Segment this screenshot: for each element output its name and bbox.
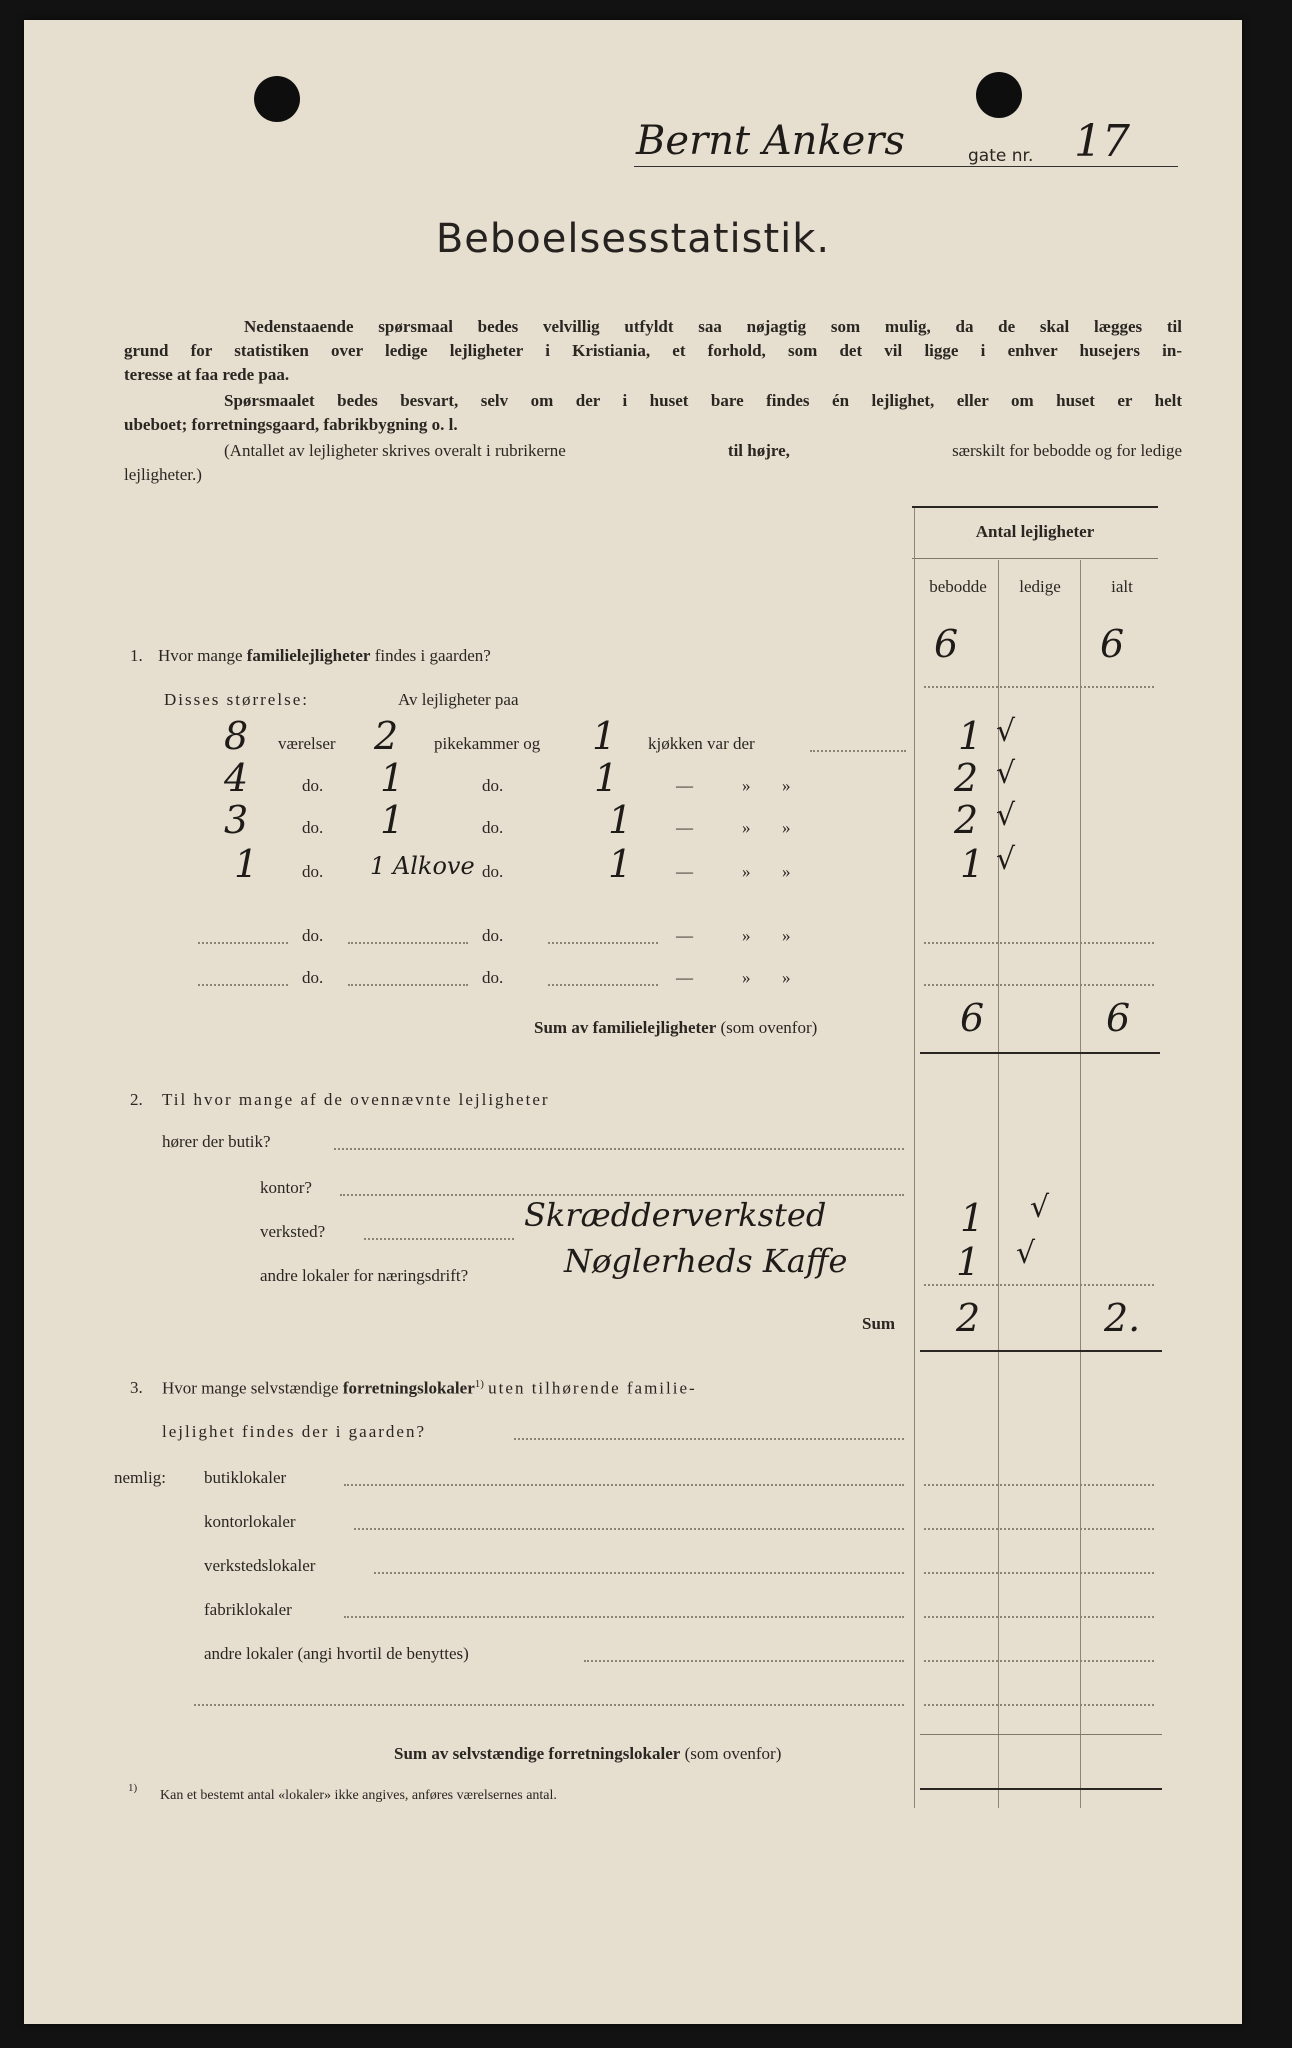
q3-answer-dots-2 <box>924 1528 1154 1530</box>
q1-sum-ialt: 6 <box>1106 996 1131 1040</box>
q3-answer-dots-4 <box>924 1616 1154 1618</box>
intro-line-6a: (Antallet av lejligheter skrives overalt i rubrikerne <box>224 441 566 460</box>
row4-tick: √ <box>996 842 1016 877</box>
street-name-handwritten: Bernt Ankers <box>636 118 905 164</box>
row6-dash: — <box>676 968 693 987</box>
q3-item-butik-dots <box>344 1484 904 1486</box>
q3-question <box>162 1378 697 1399</box>
row5-dots-c <box>548 942 658 944</box>
row2-quote-1: » <box>742 776 751 795</box>
col-ledige: ledige <box>1019 577 1061 596</box>
q3-item-verksted-dots <box>374 1572 904 1574</box>
q3-item-andre-dots <box>584 1660 904 1662</box>
q3-answer-dots-3 <box>924 1572 1154 1574</box>
q2-kontor: kontor? <box>260 1178 312 1197</box>
q2-andre-tick: √ <box>1016 1236 1036 1271</box>
q1-sum-label-b: (som ovenfor) <box>720 1018 818 1037</box>
q1-number: 1. <box>130 646 143 665</box>
row5-do-1: do. <box>302 926 324 945</box>
q1-bebodde-value: 6 <box>934 622 959 666</box>
size-label: Disses størrelse: <box>164 690 309 709</box>
q3-line-2: lejlighet findes der i gaarden? <box>162 1422 427 1441</box>
q2-number: 2. <box>130 1090 143 1109</box>
row5-dots-b <box>348 942 468 944</box>
row4-rooms: 1 <box>234 842 259 886</box>
row5-quote-1: » <box>742 926 751 945</box>
col-line-1 <box>914 508 915 1808</box>
q2-verksted: verksted? <box>260 1222 326 1241</box>
q1-text-c: findes i gaarden? <box>374 646 491 665</box>
q1-sum-rule <box>920 1052 1160 1054</box>
row1-count: 1 <box>958 714 983 758</box>
q3-sum-label-b: (som ovenfor) <box>684 1744 782 1763</box>
row4-do-1: do. <box>302 862 324 881</box>
q1-sum-label <box>534 1018 817 1038</box>
q2-butik: hører der butik? <box>162 1132 271 1151</box>
q3-nemlig: nemlig: <box>114 1468 166 1487</box>
q3-item-andre: andre lokaler (angi hvortil de benyttes) <box>204 1644 469 1663</box>
intro-line-2: grund for statistiken over ledige lejligheter i Kristiania, et forhold, som det vil ligge i enhver husejers in- <box>124 341 1182 360</box>
row2-do-1: do. <box>302 776 324 795</box>
row1-kjokken: kjøkken var der <box>648 734 755 753</box>
row1-maid: 2 <box>374 714 399 758</box>
q3-item-kontor: kontorlokaler <box>204 1512 296 1531</box>
page-title: Beboelsesstatistik. <box>435 216 831 262</box>
size-label-2: Av lejligheter paa <box>398 690 519 709</box>
row3-maid: 1 <box>380 798 405 842</box>
gate-label: gate nr. <box>968 146 1034 166</box>
row5-do-2: do. <box>482 926 504 945</box>
row1-kitchen: 1 <box>592 714 617 758</box>
q3-text-c: uten tilhørende familie- <box>488 1378 697 1398</box>
q2-sum-rule <box>920 1350 1162 1352</box>
row1-tick: √ <box>996 714 1016 749</box>
q1-text-a: Hvor mange <box>158 646 243 665</box>
intro-line-6b: til højre, <box>727 441 790 460</box>
row2-tick: √ <box>996 756 1016 791</box>
q2-line-1: Til hvor mange af de ovennævnte lejligheter <box>162 1090 550 1109</box>
q3-answer-dots-5 <box>924 1660 1154 1662</box>
row6-dots-b <box>348 984 468 986</box>
q3-item-kontor-dots <box>354 1528 904 1530</box>
q2-verksted-dots <box>364 1238 514 1240</box>
q3-text-b: forretningslokaler <box>342 1378 475 1398</box>
row3-quote-1: » <box>742 818 751 837</box>
header-sub-rule <box>912 558 1158 559</box>
row6-dots-a <box>198 984 288 986</box>
q3-sum-label-a: Sum av selvstændige forretningslokaler <box>394 1744 681 1763</box>
row2-rooms: 4 <box>224 756 249 800</box>
q1-text-b: familielejligheter <box>246 646 371 665</box>
footnote-text: Kan et bestemt antal «lokaler» ikke angives, anføres værelsernes antal. <box>160 1788 557 1803</box>
row6-do-1: do. <box>302 968 324 987</box>
intro-line-6c: særskilt for bebodde og for ledige <box>952 441 1182 460</box>
q2-andre: andre lokaler for næringsdrift? <box>260 1266 469 1285</box>
row3-kitchen: 1 <box>608 798 633 842</box>
row4-dash: — <box>676 862 693 881</box>
q3-footnote-ref: 1) <box>474 1378 484 1390</box>
col-ialt: ialt <box>1111 577 1133 596</box>
q2-sum-ialt: 2. <box>1104 1296 1141 1340</box>
row3-tick: √ <box>996 798 1016 833</box>
row2-dash: — <box>676 776 693 795</box>
q2-andre-count: 1 <box>956 1240 981 1284</box>
q2-sum-bebodde: 2 <box>956 1296 981 1340</box>
col-bebodde: bebodde <box>929 577 987 596</box>
q3-answer-dots-6 <box>924 1704 1154 1706</box>
q3-sum-top-rule <box>920 1734 1162 1735</box>
row1-rooms: 8 <box>224 714 249 758</box>
row3-do-1: do. <box>302 818 324 837</box>
row2-quote-2: » <box>782 776 791 795</box>
q2-verksted-tick: √ <box>1030 1190 1050 1225</box>
row6-do-2: do. <box>482 968 504 987</box>
row2-do-2: do. <box>482 776 504 795</box>
punch-hole-right <box>976 72 1022 118</box>
row1-dots <box>810 750 906 752</box>
row6-quote-1: » <box>742 968 751 987</box>
q3-sum-rule <box>920 1788 1162 1790</box>
house-number-handwritten: 17 <box>1074 116 1130 167</box>
q2-verksted-count: 1 <box>960 1196 985 1240</box>
intro-line-6 <box>224 438 1182 463</box>
q1-sum-label-a: Sum av familielejligheter <box>534 1018 717 1037</box>
q3-item-verksted: verkstedslokaler <box>204 1556 316 1575</box>
row5-dots-a <box>198 942 288 944</box>
row4-maid: 1 Alkove <box>370 852 475 880</box>
row6-quote-2: » <box>782 968 791 987</box>
q1-sum-bebodde: 6 <box>960 996 985 1040</box>
q3-item-fabrik: fabriklokaler <box>204 1600 292 1619</box>
address-underline <box>634 166 1178 167</box>
q2-butik-dots <box>334 1148 904 1150</box>
row3-dash: — <box>676 818 693 837</box>
form-sheet <box>24 20 1242 2024</box>
row6-dots-c <box>548 984 658 986</box>
q3-sum-label <box>394 1744 781 1764</box>
q2-andre-dots <box>924 1284 1154 1286</box>
intro-line-7: lejligheter.) <box>124 465 202 484</box>
row4-quote-1: » <box>742 862 751 881</box>
row2-count: 2 <box>954 756 979 800</box>
q3-text-a: Hvor mange selvstændige <box>162 1378 339 1398</box>
row2-kitchen: 1 <box>594 756 619 800</box>
q2-sum-label: Sum <box>862 1314 896 1333</box>
q1-question <box>158 646 491 666</box>
q3-item-fabrik-dots <box>344 1616 904 1618</box>
intro-line-4: Spørsmaalet bedes besvart, selv om der i huset bare findes én lejlighet, eller om huset er helt <box>224 391 1182 410</box>
q1-answer-dots <box>924 686 1154 688</box>
intro-line-5: ubeboet; forretningsgaard, fabrikbygning o. l. <box>124 415 458 434</box>
row4-kitchen: 1 <box>608 842 633 886</box>
q3-answer-dots-1 <box>924 1484 1154 1486</box>
col-line-3 <box>1080 560 1081 1808</box>
punch-hole-left <box>254 76 300 122</box>
row4-quote-2: » <box>782 862 791 881</box>
q2-verksted-handwritten: Skrædderverksted <box>524 1196 827 1234</box>
row5-dash: — <box>676 926 693 945</box>
q1-ialt-value: 6 <box>1100 622 1125 666</box>
table-top-rule <box>912 506 1158 508</box>
row3-do-2: do. <box>482 818 504 837</box>
q3-number: 3. <box>130 1378 143 1397</box>
intro-line-1: Nedenstaaende spørsmaal bedes velvillig utfyldt saa nøjagtig som mulig, da de skal lægges til <box>244 317 1182 336</box>
row3-count: 2 <box>954 798 979 842</box>
footnote-mark: 1) <box>128 1782 138 1794</box>
q2-andre-handwritten: Nøglerheds Kaffe <box>564 1242 848 1280</box>
row5-quote-2: » <box>782 926 791 945</box>
row4-count: 1 <box>960 842 985 886</box>
row3-rooms: 3 <box>224 798 249 842</box>
row5-dots-answers <box>924 942 1154 944</box>
row6-dots-answers <box>924 984 1154 986</box>
q3-extra-dots <box>194 1704 904 1706</box>
row2-maid: 1 <box>380 756 405 800</box>
intro-line-3: teresse at faa rede paa. <box>124 365 290 384</box>
row3-quote-2: » <box>782 818 791 837</box>
q3-line-2-dots <box>514 1438 904 1440</box>
row4-do-2: do. <box>482 862 504 881</box>
q3-item-butik: butiklokaler <box>204 1468 287 1487</box>
row1-vaerelser: værelser <box>278 734 336 753</box>
row1-pikekammer: pikekammer og <box>434 734 541 753</box>
antal-header: Antal lejligheter <box>975 522 1095 541</box>
